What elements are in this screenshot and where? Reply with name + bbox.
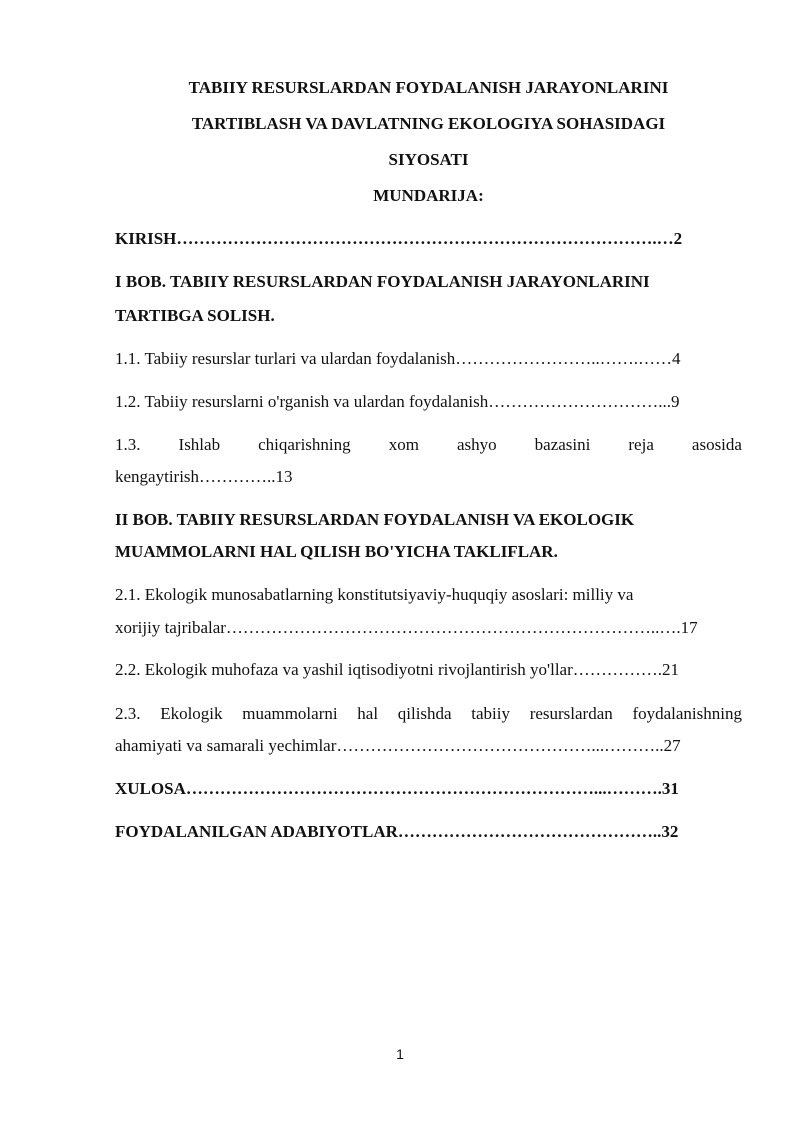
toc-entry-conclusion: XULOSA………………………………………………………………...……….31 <box>115 779 679 798</box>
toc-entry-2-1-line-2: xorijiy tajribalar…………………………………………………………………..….17 <box>115 618 698 637</box>
title-line-2: TARTIBLASH VA DAVLATNING EKOLOGIYA SOHASIDAGI <box>191 114 666 133</box>
toc-entry-intro: KIRISH………………………………………………………………………….…2 <box>115 229 683 248</box>
toc-entry-2-2: 2.2. Ekologik muhofaza va yashil iqtisodiyotni rivojlantirish yo'llar…………….21 <box>115 660 679 679</box>
toc-chapter-1-line-2: TARTIBGA SOLISH. <box>115 306 275 325</box>
toc-word: muammolarni <box>242 704 338 723</box>
title-line-1: TABIIY RESURSLARDAN FOYDALANISH JARAYONLARINI <box>188 78 669 97</box>
toc-word: qilishda <box>397 704 452 723</box>
toc-entry-2-3-line-1 <box>115 704 742 724</box>
toc-entry-1-3-line-2: kengaytirish…………..13 <box>115 467 293 486</box>
title-line-3: SIYOSATI <box>388 150 469 169</box>
toc-heading: MUNDARIJA: <box>373 186 484 205</box>
toc-word: asosida <box>691 435 742 454</box>
toc-chapter-2-line-2: MUAMMOLARNI HAL QILISH BO'YICHA TAKLIFLAR. <box>115 542 558 561</box>
toc-word: hal <box>357 704 379 723</box>
toc-entry-references: FOYDALANILGAN ADABIYOTLAR………………………………………..32 <box>115 822 679 841</box>
toc-word: Ekologik <box>160 704 223 723</box>
document-title <box>115 70 742 178</box>
toc-word: Ishlab <box>178 435 221 454</box>
toc-word: ashyo <box>456 435 497 454</box>
toc-word: reja <box>628 435 654 454</box>
toc-chapter-1-line-1: I BOB. TABIIY RESURSLARDAN FOYDALANISH JARAYONLARINI <box>115 272 650 291</box>
toc-word: chiqarishning <box>258 435 351 454</box>
toc-word: tabiiy <box>471 704 510 723</box>
toc-word: bazasini <box>534 435 591 454</box>
toc-word: foydalanishning <box>632 704 742 723</box>
toc-word: xom <box>388 435 419 454</box>
page-number: 1 <box>396 1046 404 1062</box>
toc-word: 1.3. <box>115 435 141 454</box>
toc-word: 2.3. <box>115 704 141 723</box>
toc-entry-1-2: 1.2. Tabiiy resurslarni o'rganish va ulardan foydalanish…………………………...9 <box>115 392 680 411</box>
toc-entry-2-3-line-2: ahamiyati va samarali yechimlar………………………………………...………..27 <box>115 736 681 755</box>
toc-entry-2-1-line-1: 2.1. Ekologik munosabatlarning konstitutsiyaviy-huquqiy asoslari: milliy va <box>115 585 634 604</box>
toc-chapter-2-line-1: II BOB. TABIIY RESURSLARDAN FOYDALANISH VA EKOLOGIK <box>115 510 635 529</box>
toc-entry-1-3-line-1 <box>115 435 742 455</box>
toc-word: resurslardan <box>529 704 613 723</box>
toc-entry-1-1: 1.1. Tabiiy resurslar turlari va ulardan foydalanish……………………..…….……4 <box>115 349 681 368</box>
